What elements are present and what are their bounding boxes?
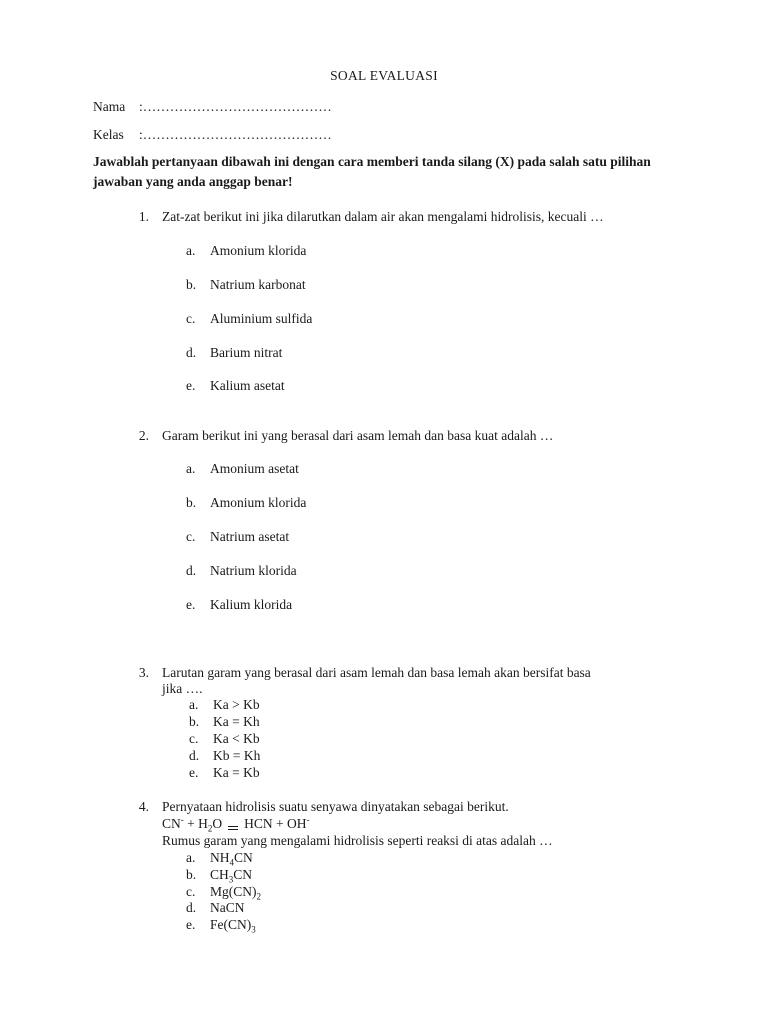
q4-option-a-sub: 4 xyxy=(229,857,234,868)
q2-option-e[interactable]: Kalium klorida xyxy=(210,597,293,612)
eq-o: O xyxy=(212,816,223,831)
q2-option-a-letter: a. xyxy=(186,461,196,476)
question-3-number: 3. xyxy=(138,665,149,680)
q4-option-b-sub: 3 xyxy=(228,874,234,885)
q1-option-a-letter: a. xyxy=(186,243,196,258)
q1-option-a[interactable]: Amonium klorida xyxy=(210,243,307,258)
hydrolysis-equation xyxy=(162,814,310,834)
nama-field-line[interactable]: :…………………………………… xyxy=(139,99,332,114)
nama-label: Nama xyxy=(93,99,126,114)
q4-option-b-post: CN xyxy=(233,867,253,882)
question-1-number: 1. xyxy=(138,209,149,224)
q1-option-e[interactable]: Kalium asetat xyxy=(210,378,285,393)
q4-option-b-letter: b. xyxy=(186,867,197,882)
q2-option-b[interactable]: Amonium klorida xyxy=(210,495,307,510)
question-4-text2: Rumus garam yang mengalami hidrolisis seperti reaksi di atas adalah … xyxy=(162,833,553,848)
q1-option-b-letter: b. xyxy=(186,277,197,292)
q1-option-e-letter: e. xyxy=(186,378,196,393)
q3-option-e-letter: e. xyxy=(189,765,199,780)
eq-oh-charge: - xyxy=(306,814,310,825)
question-4-text: Pernyataan hidrolisis suatu senyawa dinyatakan sebagai berikut. xyxy=(162,799,509,814)
q4-option-e[interactable] xyxy=(210,917,256,935)
q2-option-d[interactable]: Natrium klorida xyxy=(210,563,297,578)
eq-h: H xyxy=(198,816,208,831)
question-3-text-line2: jika …. xyxy=(162,681,203,696)
q4-option-a-pre: NH xyxy=(210,850,230,865)
q2-option-c-letter: c. xyxy=(186,529,196,544)
q4-option-e-letter: e. xyxy=(186,917,196,932)
q4-option-c-letter: c. xyxy=(186,884,196,899)
instructions: Jawablah pertanyaan dibawah ini dengan cara memberi tanda silang (X) pada salah satu pilihan jawaban yang anda anggap benar! xyxy=(93,154,651,189)
q3-option-d[interactable]: Kb = Kh xyxy=(213,748,261,763)
q1-option-b[interactable]: Natrium karbonat xyxy=(210,277,306,292)
eq-plus-1: + xyxy=(183,816,199,831)
q4-option-d[interactable] xyxy=(210,901,245,915)
q2-option-d-letter: d. xyxy=(186,563,197,578)
eq-plus-2: + xyxy=(272,816,288,831)
q4-option-b[interactable] xyxy=(210,867,253,885)
eq-hcn: HCN xyxy=(244,816,273,831)
q4-option-c[interactable] xyxy=(210,884,261,902)
q2-option-e-letter: e. xyxy=(186,597,196,612)
question-3-text-line1: Larutan garam yang berasal dari asam lemah dan basa lemah akan bersifat basa xyxy=(162,665,591,680)
kelas-field-line[interactable]: :…………………………………… xyxy=(139,127,332,142)
q4-option-e-pre: Fe(CN) xyxy=(210,917,252,932)
q2-option-b-letter: b. xyxy=(186,495,197,510)
q4-option-c-sub: 2 xyxy=(256,891,261,902)
question-1-text: Zat-zat berikut ini jika dilarutkan dalam air akan mengalami hidrolisis, kecuali … xyxy=(162,209,604,224)
q4-option-e-sub: 3 xyxy=(251,924,256,935)
document-title: SOAL EVALUASI xyxy=(330,68,438,83)
eq-oh: OH xyxy=(287,816,307,831)
eq-cn: CN xyxy=(162,816,181,831)
question-2-number: 2. xyxy=(138,428,149,443)
q3-option-c[interactable]: Ka < Kb xyxy=(213,731,260,746)
q4-option-d-letter: d. xyxy=(186,900,197,915)
q1-option-c[interactable]: Aluminium sulfida xyxy=(210,311,313,326)
question-4-number: 4. xyxy=(138,799,149,814)
equilibrium-arrow-icon xyxy=(228,825,238,831)
q4-option-d-pre: NaCN xyxy=(210,900,245,915)
q3-option-d-letter: d. xyxy=(189,748,200,763)
q1-option-d-letter: d. xyxy=(186,345,197,360)
q4-option-a-post: CN xyxy=(234,850,253,865)
q2-option-c[interactable]: Natrium asetat xyxy=(210,529,290,544)
q1-option-c-letter: c. xyxy=(186,311,196,326)
q3-option-a-letter: a. xyxy=(189,697,199,712)
eq-h-subscript: 2 xyxy=(207,823,213,834)
q3-option-b-letter: b. xyxy=(189,714,200,729)
q1-option-d[interactable]: Barium nitrat xyxy=(210,345,283,360)
q3-option-e[interactable]: Ka = Kb xyxy=(213,765,260,780)
q4-option-a[interactable] xyxy=(210,850,253,868)
eq-cn-charge: - xyxy=(180,814,184,825)
kelas-label: Kelas xyxy=(93,127,124,142)
q3-option-c-letter: c. xyxy=(189,731,199,746)
question-2-text: Garam berikut ini yang berasal dari asam lemah dan basa kuat adalah … xyxy=(162,428,554,443)
q4-option-c-pre: Mg(CN) xyxy=(210,884,257,899)
q3-option-b[interactable]: Ka = Kh xyxy=(213,714,260,729)
q4-option-b-pre: CH xyxy=(210,867,229,882)
q2-option-a[interactable]: Amonium asetat xyxy=(210,461,299,476)
q3-option-a[interactable]: Ka > Kb xyxy=(213,697,260,712)
q4-option-a-letter: a. xyxy=(186,850,196,865)
